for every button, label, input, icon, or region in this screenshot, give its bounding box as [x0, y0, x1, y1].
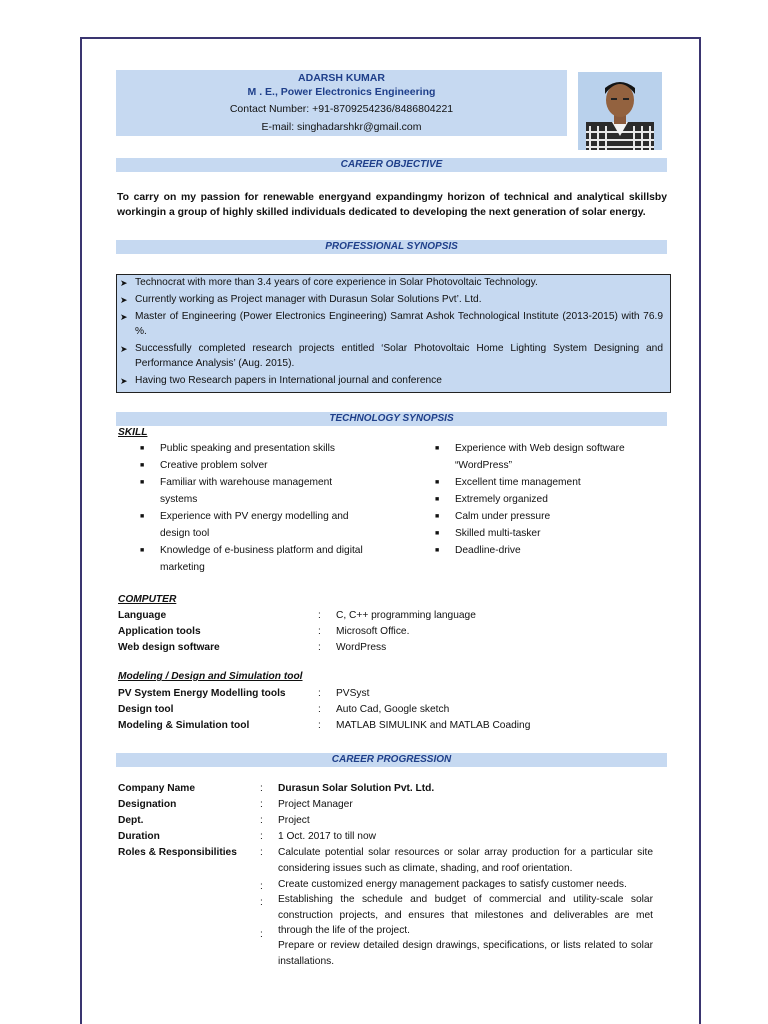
header-block	[116, 70, 567, 136]
separator: :	[260, 831, 263, 842]
modeling-label: Modeling & Simulation tool	[118, 720, 250, 731]
square-bullet-icon: ■	[140, 479, 145, 486]
modeling-label: PV System Energy Modelling tools	[118, 688, 286, 699]
computer-label: Language	[118, 610, 167, 621]
progression-label: Company Name	[118, 783, 195, 794]
modeling-heading: Modeling / Design and Simulation tool	[118, 671, 303, 682]
computer-label: Web design software	[118, 642, 220, 653]
arrow-bullet-icon: ➤	[120, 278, 128, 288]
square-bullet-icon: ■	[140, 445, 145, 452]
separator: :	[318, 642, 321, 653]
separator: :	[318, 704, 321, 715]
square-bullet-icon: ■	[435, 547, 440, 554]
separator: :	[260, 783, 263, 794]
separator: :	[260, 847, 263, 858]
separator: :	[260, 815, 263, 826]
section-career-objective: CAREER OBJECTIVE	[116, 158, 667, 172]
square-bullet-icon: ■	[140, 513, 145, 520]
section-career-progression: CAREER PROGRESSION	[116, 753, 667, 767]
responsibility-item: Prepare or review detailed design drawings, specifications, or lists related to solar installations.	[278, 940, 653, 967]
separator: :	[260, 799, 263, 810]
responsibility-item: Establishing the schedule and budget of commercial and utility-scale solar construction projects, and ensures that milestones and deliverables are met through the life of the project.	[278, 894, 653, 936]
progression-value: 1 Oct. 2017 to till now	[278, 831, 376, 842]
responsibility-item: Calculate potential solar resources or solar array production for a particular site considering issues such as climate, shading, and roof orientation.	[278, 847, 653, 874]
candidate-name: ADARSH KUMAR	[298, 72, 385, 84]
modeling-label: Design tool	[118, 704, 174, 715]
modeling-value: PVSyst	[336, 688, 370, 699]
resume-page: ADARSH KUMAR M . E., Power Electronics Engineering Contact Number: +91-8709254236/8486804221 E-mail: singhadarshkr@gmail.com CAREER OBJECTIVE To carry on my passion for renewable energyand expandingmy horizon of technical and analytical skillsby workingin a group of highly skilled individuals dedicated to developing the next generation of solar energy. PROFESSIONAL SYNOPSIS ➤ Technocrat with more than 3.4 years of core experience in Solar Photovoltaic Technology. ➤ Currently working as Project manager with Durasun Solar Solutions Pvt’. Ltd. ➤ Master of Engineering (Power Electronics Engineering) Samrat Ashok Technological Institute (2013-2015) with 76.9 %. ➤ Successfully completed research projects entitled ‘Solar Photovoltaic Home Lighting System Designing and Performance Analysis’ (Aug. 2015). ➤ Having two Research papers in International journal and conference TECHNOLOGY SYNOPSIS SKILL ■ Public speaking and presentation skills ■ Creative problem solver ■ Familiar with warehouse management systems ■ Experience with PV energy modelling and design tool ■ Knowledge of e-business platform and digital marketing ■ Experience with Web design software “WordPress” ■ Excellent time management ■ Extremely organized ■ Calm under pressure ■ Skilled multi-tasker ■ Deadline-drive COMPUTER Language : C, C++ programming language Application tools : Microsoft Office. Web design software : WordPress Modeling / Design and Simulation tool PV System Energy Modelling tools : PVSyst Design tool : Auto Cad, Google sketch Modeling & Simulation tool : MATLAB SIMULINK and MATLAB Coading CAREER PROGRESSION Company Name : Durasun Solar Solution Pvt. Ltd. Designation : Project Manager Dept. : Project Duration : 1 Oct. 2017 to till now Roles & Responsibilities : Calculate potential solar resources or solar array production for a particular site considering issues such as climate, shading, and roof orientation. : Create customized energy management packages to satisfy customer needs. : Establishing the schedule and budget of commercial and utility-scale solar construction projects, and ensures that milestones and deliverables are met through the life of the project. : Prepare or review detailed design drawings, specifications, or lists related to solar installations.	[80, 37, 701, 1024]
synopsis-box: ➤ Technocrat with more than 3.4 years of core experience in Solar Photovoltaic Technology. ➤ Currently working as Project manager with Durasun Solar Solutions Pvt’. Ltd. ➤ Master of Engineering (Power Electronics Engineering) Samrat Ashok Technological Institute (2013-2015) with 76.9 %. ➤ Successfully completed research projects entitled ‘Solar Photovoltaic Home Lighting System Designing and Performance Analysis’ (Aug. 2015). ➤ Having two Research papers in International journal and conference	[116, 274, 671, 393]
progression-label: Designation	[118, 799, 177, 810]
modeling-value: Auto Cad, Google sketch	[336, 704, 450, 715]
arrow-bullet-icon: ➤	[120, 295, 128, 305]
square-bullet-icon: ■	[435, 479, 440, 486]
arrow-bullet-icon: ➤	[120, 376, 128, 386]
computer-value: Microsoft Office.	[336, 626, 410, 637]
separator: :	[318, 626, 321, 637]
progression-value: Project	[278, 815, 310, 826]
separator: :	[318, 610, 321, 621]
computer-value: WordPress	[336, 642, 387, 653]
separator: :	[260, 929, 263, 940]
contact-number: Contact Number: +91-8709254236/8486804221	[229, 103, 454, 115]
arrow-bullet-icon: ➤	[120, 312, 128, 322]
candidate-degree: M . E., Power Electronics Engineering	[247, 86, 436, 98]
objective-text: To carry on my passion for renewable energyand expandingmy horizon of technical and analytical skillsby workingin a group of highly skilled individuals dedicated to developing the next generation of solar energy.	[117, 192, 667, 218]
roles-label: Roles & Responsibilities	[118, 847, 237, 858]
separator: :	[260, 897, 263, 908]
responsibility-item: Create customized energy management packages to satisfy customer needs.	[278, 879, 627, 890]
square-bullet-icon: ■	[435, 445, 440, 452]
skill-heading: SKILL	[118, 427, 148, 438]
computer-heading: COMPUTER	[118, 594, 177, 605]
profile-photo	[578, 72, 662, 150]
progression-value: Project Manager	[278, 799, 353, 810]
square-bullet-icon: ■	[435, 530, 440, 537]
email-address: E-mail: singhadarshkr@gmail.com	[261, 121, 422, 133]
separator: :	[318, 720, 321, 731]
square-bullet-icon: ■	[435, 513, 440, 520]
section-professional-synopsis: PROFESSIONAL SYNOPSIS	[116, 240, 667, 254]
computer-value: C, C++ programming language	[336, 610, 476, 621]
modeling-value: MATLAB SIMULINK and MATLAB Coading	[336, 720, 531, 731]
progression-label: Dept.	[118, 815, 144, 826]
section-technology-synopsis: TECHNOLOGY SYNOPSIS	[116, 412, 667, 426]
square-bullet-icon: ■	[140, 547, 145, 554]
progression-label: Duration	[118, 831, 160, 842]
square-bullet-icon: ■	[140, 462, 145, 469]
company-name: Durasun Solar Solution Pvt. Ltd.	[278, 783, 435, 794]
computer-label: Application tools	[118, 626, 201, 637]
separator: :	[260, 881, 263, 892]
separator: :	[318, 688, 321, 699]
square-bullet-icon: ■	[435, 496, 440, 503]
arrow-bullet-icon: ➤	[120, 344, 128, 354]
